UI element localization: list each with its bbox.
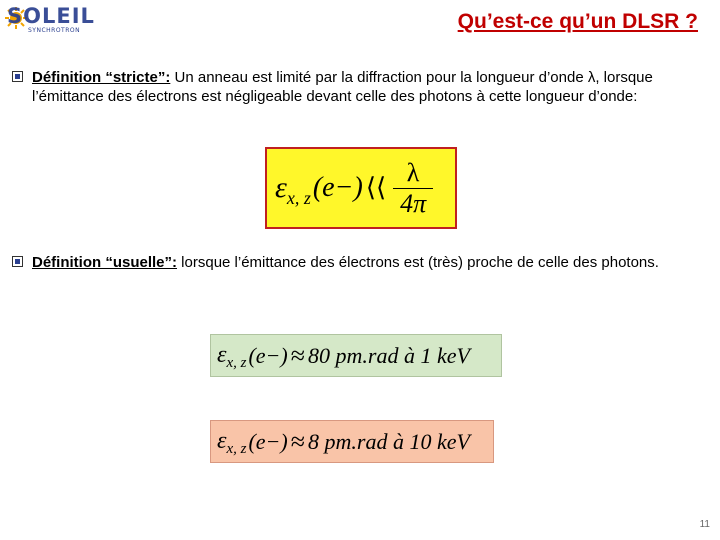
subscript: x, z (226, 355, 247, 371)
epsilon-symbol: ε (217, 428, 227, 454)
epsilon-symbol: ε (217, 342, 227, 368)
square-bullet-icon (12, 71, 23, 82)
logo-word: SOLEIL (7, 4, 95, 28)
epsilon-symbol: ε (275, 171, 287, 204)
definition-stricte-text: Un anneau est limité par la diffraction pour la longueur d’onde λ, lorsque l’émittance des électrons est négligeable devant celle des photons à cette longueur d’onde: (32, 69, 653, 105)
page-title: Qu’est-ce qu’un DLSR ? (457, 10, 698, 33)
electron-argument: (e−) (248, 428, 288, 454)
definition-usuelle-text: lorsque l’émittance des électrons est (très) proche de celle des photons. (177, 254, 659, 271)
subscript: x, z (286, 187, 311, 208)
denominator: 4π (400, 188, 427, 218)
formula-1kev (210, 334, 502, 377)
definition-usuelle-lead: Définition “usuelle”: (32, 254, 178, 271)
logo-subtitle: SYNCHROTRON (28, 27, 81, 34)
definition-usuelle (12, 253, 718, 272)
square-bullet-icon (12, 256, 23, 267)
approx-sign: ≈ (290, 340, 306, 370)
numerator: λ (406, 157, 420, 187)
formula-10kev (210, 420, 494, 463)
approx-sign: ≈ (290, 426, 306, 456)
formula-strict (265, 147, 457, 229)
page-number: 11 (699, 519, 710, 530)
emittance-value: 80 pm.rad à 1 keV (308, 342, 470, 368)
much-less-than-sign: ⟨⟨ (365, 173, 387, 202)
subscript: x, z (226, 441, 247, 457)
soleil-logo (4, 4, 95, 38)
definition-stricte-lead: Définition “stricte”: (32, 69, 171, 86)
electron-argument: (e−) (248, 342, 288, 368)
fraction (393, 158, 433, 219)
electron-argument: (e−) (312, 172, 363, 203)
definition-stricte (12, 68, 712, 106)
emittance-value: 8 pm.rad à 10 keV (308, 428, 470, 454)
